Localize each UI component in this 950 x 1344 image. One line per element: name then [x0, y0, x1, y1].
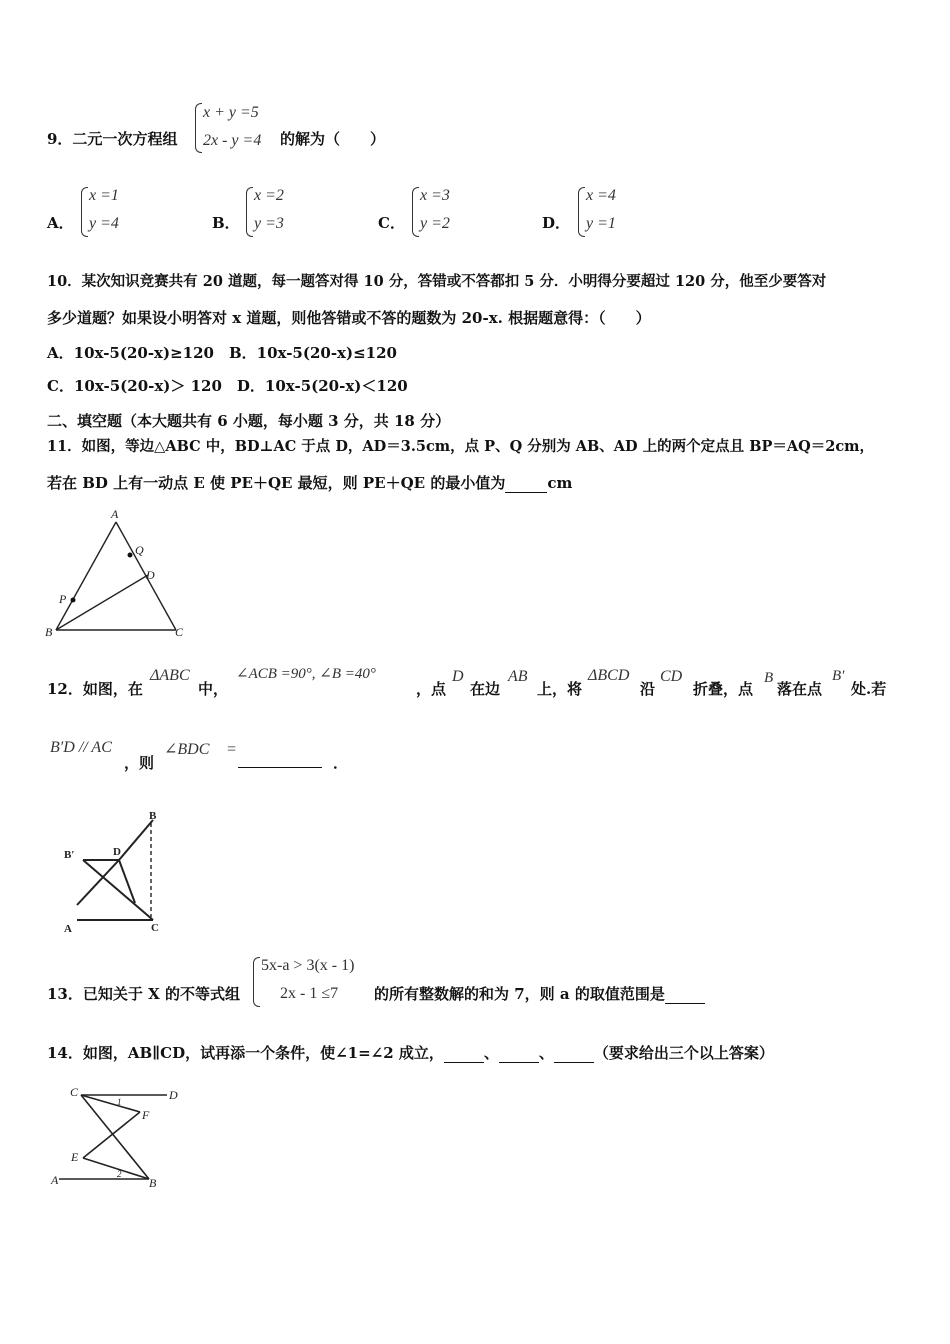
q9-suffix: 的解为（ ）	[280, 130, 386, 148]
q14-label-a: A	[51, 1173, 59, 1187]
q13-suffix-line	[374, 983, 705, 1004]
q10-line2: 多少道题？如果设小明答对 x 道题，则他答错或不答的题数为 20-x. 根据题意得：（ ）	[47, 309, 651, 327]
q11-point-p	[71, 598, 76, 603]
q9-option-a-line2: y =4	[89, 215, 119, 232]
q12-text-6: 沿	[640, 680, 656, 698]
q12-text-7: 折叠，点	[693, 680, 754, 698]
q9-option-b-line2: y =3	[254, 215, 284, 232]
q14-parallel-figure	[45, 1080, 195, 1195]
q9-option-a-line1: x =1	[89, 187, 119, 204]
q14-separator-1: 、	[483, 1044, 499, 1062]
q9-option-c-brace	[412, 187, 419, 237]
q12-text-3: ，点	[416, 680, 447, 698]
q9-option-a-label: A．	[47, 214, 74, 232]
q12-text-12: ．	[333, 754, 349, 772]
q12-segment-db	[119, 820, 153, 860]
q12-label-a: A	[64, 923, 72, 935]
q14-angle-2-label: 2	[117, 1169, 122, 1179]
q12-math-cd: CD	[660, 668, 683, 685]
q14-tail: （要求给出三个以上答案）	[593, 1044, 774, 1062]
q12-text-5: 上，将	[537, 680, 583, 698]
q10-options-ab: A．10x-5(20-x)≥120 B．10x-5(20-x)≤120	[47, 344, 397, 362]
q14-angle-1-label: 1	[117, 1097, 122, 1107]
q12-math-ab: AB	[508, 668, 528, 685]
q14-answer-blank-3[interactable]	[554, 1048, 594, 1063]
q11-line2	[47, 472, 572, 493]
q9-option-c-label: C．	[378, 214, 405, 232]
q9-option-b-line1: x =2	[254, 187, 284, 204]
q9-option-b-brace	[246, 187, 253, 237]
q11-line2-text: 若在 BD 上有一动点 E 使 PE＋QE 最短，则 PE＋QE 的最小值为	[47, 474, 506, 492]
q11-unit: cm	[547, 474, 573, 492]
q14-separator-2: 、	[538, 1044, 554, 1062]
q10-line1: 10．某次知识竞赛共有 20 道题，每一题答对得 10 分，答错或不答都扣 5 分．小明得分要超过 120 分，他至少要答对	[47, 273, 827, 290]
q14-label-f: F	[142, 1108, 150, 1122]
q11-label-p: P	[59, 592, 67, 606]
q11-label-b: B	[45, 625, 53, 639]
q12-math-b-prime: B′	[832, 668, 845, 684]
q11-segment-bd	[56, 575, 148, 630]
q12-label-c: C	[151, 922, 159, 934]
q14-answer-blank-1[interactable]	[444, 1048, 484, 1063]
q9-option-d-label: D．	[542, 214, 571, 232]
q12-math-angles: ∠ACB =90°, ∠B =40°	[236, 666, 376, 682]
q9-eq2: 2x - y =4	[203, 132, 262, 149]
q12-text-4: 在边	[470, 680, 501, 698]
q12-answer-blank[interactable]	[238, 751, 322, 768]
q11-point-q	[128, 553, 133, 558]
q14-label-c: C	[70, 1085, 79, 1099]
q11-answer-blank[interactable]	[505, 478, 547, 493]
q13-answer-blank[interactable]	[665, 989, 705, 1004]
q9-option-d-brace	[578, 187, 585, 237]
q13-suffix: 的所有整数解的和为 7，则 a 的取值范围是	[374, 985, 665, 1003]
q14-line	[47, 1042, 774, 1063]
q12-text-8: 落在点	[777, 680, 823, 698]
q14-label-d: D	[169, 1088, 178, 1102]
q12-segment-da	[77, 860, 119, 905]
q14-segment-fe	[83, 1112, 140, 1158]
q11-line1: 11．如图，等边△ABC 中，BD⊥AC 于点 D，AD＝3.5cm，点 P、Q 分别为 AB、AD 上的两个定点且 BP＝AQ＝2cm，	[47, 438, 875, 455]
q14-answer-blank-2[interactable]	[499, 1048, 539, 1063]
q9-option-c-line1: x =3	[420, 187, 450, 204]
q14-label-e: E	[71, 1150, 79, 1164]
q9-system-brace	[195, 103, 202, 153]
q14-segment-cf	[81, 1095, 140, 1112]
q12-math-angle-bdc: ∠BDC	[164, 741, 210, 758]
q9-option-c-line2: y =2	[420, 215, 450, 232]
q12-math-parallel: B′D // AC	[50, 739, 112, 756]
q11-label-a: A	[111, 507, 119, 521]
q12-math-triangle-abc: ΔABC	[150, 667, 190, 684]
q12-label-b: B	[149, 810, 157, 822]
q12-text-2: 中，	[198, 680, 229, 698]
q12-math-b: B	[764, 670, 774, 686]
q14-segment-eb	[83, 1158, 149, 1179]
q11-label-d: D	[146, 568, 155, 582]
q13-inequality-1: 5x-a > 3(x - 1)	[261, 957, 355, 974]
q11-label-q: Q	[135, 543, 144, 557]
q10-options-cd: C．10x-5(20-x)＞ 120 D．10x-5(20-x)＜120	[47, 377, 408, 395]
q14-text: 14．如图，AB∥CD，试再添一个条件，使∠1=∠2 成立，	[47, 1044, 444, 1062]
q9-option-b-label: B．	[212, 214, 240, 232]
q13-inequality-2: 2x - 1 ≤7	[280, 985, 339, 1002]
q13-prefix: 13．已知关于 X 的不等式组	[47, 985, 240, 1003]
q9-option-d-line2: y =1	[586, 215, 616, 232]
q11-side-ab	[56, 522, 116, 630]
q12-text-1: 12．如图，在	[47, 680, 143, 698]
q12-fold-figure	[55, 805, 170, 940]
q12-math-triangle-bcd: ΔBCD	[588, 667, 630, 684]
q9-prefix: 9．二元一次方程组	[47, 130, 178, 148]
q12-text-9: 处.若	[851, 680, 887, 698]
q14-label-b: B	[149, 1176, 157, 1190]
q9-option-d-line1: x =4	[586, 187, 616, 204]
q12-equals: =	[227, 741, 237, 758]
q11-label-c: C	[175, 625, 184, 639]
q13-system-brace	[253, 957, 260, 1007]
q11-triangle-figure	[40, 505, 200, 645]
q12-label-b-prime: B′	[64, 849, 75, 861]
q12-text-10: ，则	[124, 754, 155, 772]
q12-label-d: D	[113, 846, 121, 858]
section-2-heading: 二、填空题（本大题共有 6 小题，每小题 3 分，共 18 分）	[47, 412, 451, 430]
q9-option-a-brace	[81, 187, 88, 237]
q14-segment-cb	[81, 1095, 149, 1179]
q9-eq1: x + y =5	[203, 104, 259, 121]
q12-math-d: D	[452, 668, 464, 685]
q12-segment-b1c	[83, 860, 153, 920]
